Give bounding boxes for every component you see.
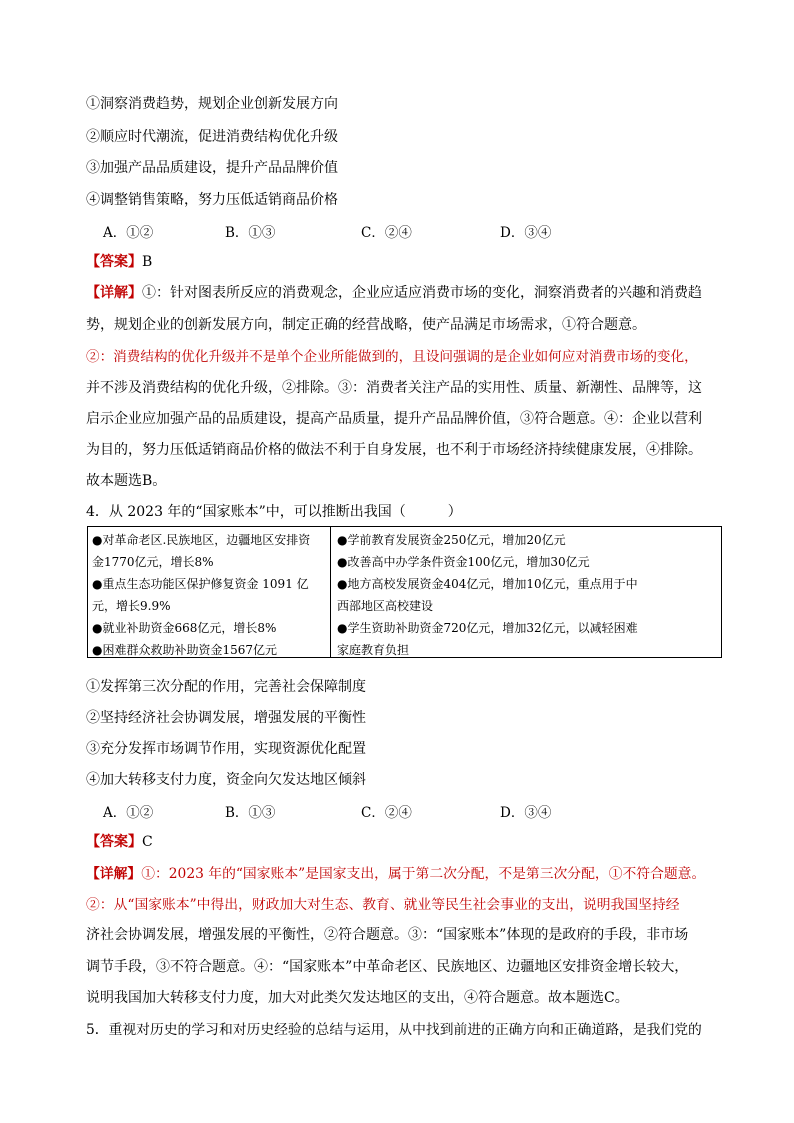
- q4-answer-label: 【答案】: [86, 834, 142, 850]
- table-right-column: [331, 527, 721, 657]
- q4-detail-line-5: 说明我国加大转移支付力度，加大对此类欠发达地区的支出，④符合题意。故本题选C。: [86, 990, 629, 1006]
- q3-answer: [86, 251, 152, 271]
- q3-item-2: ②顺应时代潮流，促进消费结构优化升级: [86, 129, 338, 145]
- table-left-line: 元，增长9.9%: [92, 599, 171, 613]
- q3-answer-label: 【答案】: [86, 254, 142, 270]
- q3-option-a: A．①②: [103, 225, 154, 241]
- national-budget-table: [87, 526, 722, 658]
- table-left-line: ●重点生态功能区保护修复资金 1091 亿: [92, 577, 309, 591]
- table-right-line: 西部地区高校建设: [337, 599, 434, 613]
- q4-detail-line-2: ②：从“国家账本”中得出，财政加大对生态、教育、就业等民生社会事业的支出，说明我国坚持经: [86, 897, 680, 913]
- q3-item-1: ①洞察消费趋势，规划企业创新发展方向: [86, 96, 338, 112]
- q4-item-2: ②坚持经济社会协调发展，增强发展的平衡性: [86, 710, 366, 726]
- table-left-column: [88, 527, 331, 657]
- q3-detail-line-7: 故本题选B。: [86, 473, 167, 489]
- table-right-line: ●改善高中办学条件资金100亿元，增加30亿元: [337, 555, 590, 569]
- q3-option-b: B．①③: [225, 225, 276, 241]
- q4-detail-line-1: 【详解】①：2023 年的“国家账本”是国家支出，属于第二次分配，不是第三次分配，①不符合题意。: [86, 866, 706, 882]
- q4-detail-line-4: 调节手段，③不符合题意。④：“国家账本”中革命老区、民族地区、边疆地区安排资金增长较大，: [86, 959, 689, 975]
- q3-option-d: D．③④: [500, 225, 552, 241]
- table-right-line: 家庭教育负担: [337, 643, 410, 657]
- q3-detail-line-6: 为目的，努力压低适销商品价格的做法不利于自身发展，也不利于市场经济持续健康发展，④排除。: [86, 442, 702, 458]
- q3-item-3: ③加强产品品质建设，提升产品品牌价值: [86, 160, 338, 176]
- q4-option-a: A．①②: [103, 805, 154, 821]
- table-left-line: ●困难群众救助补助资金1567亿元: [92, 643, 278, 657]
- q4-answer: [86, 831, 153, 851]
- q3-detail-label: 【详解】: [86, 285, 142, 301]
- q4-option-b: B．①③: [225, 805, 276, 821]
- table-left-line: 金1770亿元，增长8%: [92, 555, 214, 569]
- q3-detail-line-2: 势，规划企业的创新发展方向，制定正确的经营战略，使产品满足市场需求，①符合题意。: [86, 317, 646, 333]
- q4-option-d: D．③④: [500, 805, 552, 821]
- q3-option-c: C．②④: [361, 225, 412, 241]
- q4-option-c: C．②④: [361, 805, 412, 821]
- q3-item-4: ④调整销售策略，努力压低适销商品价格: [86, 192, 338, 208]
- q4-detail-label: 【详解】: [86, 866, 142, 882]
- q4-detail-line-3: 济社会协调发展，增强发展的平衡性，②符合题意。③：“国家账本”体现的是政府的手段，非市场: [86, 927, 689, 943]
- q5-stem: 5．重视对历史的学习和对历史经验的总结与运用，从中找到前进的正确方向和正确道路，是我们党的: [86, 1022, 702, 1038]
- table-right-line: ●地方高校发展资金404亿元，增加10亿元，重点用于中: [337, 577, 638, 591]
- table-left-line: ●对革命老区.民族地区，边疆地区安排资: [92, 533, 311, 547]
- q4-stem: 4．从 2023 年的“国家账本”中，可以推断出我国（ ）: [86, 504, 462, 520]
- table-left-line: ●就业补助资金668亿元，增长8%: [92, 621, 277, 635]
- table-right-line: ●学生资助补助资金720亿元，增加32亿元，以减轻困难: [337, 621, 638, 635]
- q3-detail-line-5: 启示企业应加强产品的品质建设，提高产品质量，提升产品品牌价值，③符合题意。④：企业以营利: [86, 411, 702, 427]
- q3-answer-value: B: [142, 254, 153, 270]
- q3-detail-line-1: 【详解】①：针对图表所反应的消费观念，企业应适应消费市场的变化，洞察消费者的兴趣和消费趋: [86, 285, 702, 301]
- q4-answer-value: C: [142, 834, 153, 850]
- q3-detail-line-4: 并不涉及消费结构的优化升级，②排除。③：消费者关注产品的实用性、质量、新潮性、品牌等，这: [86, 380, 702, 396]
- q4-item-4: ④加大转移支付力度，资金向欠发达地区倾斜: [86, 772, 366, 788]
- q4-item-3: ③充分发挥市场调节作用，实现资源优化配置: [86, 741, 366, 757]
- q3-detail-line-3: ②：消费结构的优化升级并不是单个企业所能做到的，且设问强调的是企业如何应对消费市场的变化，: [86, 349, 698, 365]
- table-right-line: ●学前教育发展资金250亿元，增加20亿元: [337, 533, 566, 547]
- q4-item-1: ①发挥第三次分配的作用，完善社会保障制度: [86, 679, 366, 695]
